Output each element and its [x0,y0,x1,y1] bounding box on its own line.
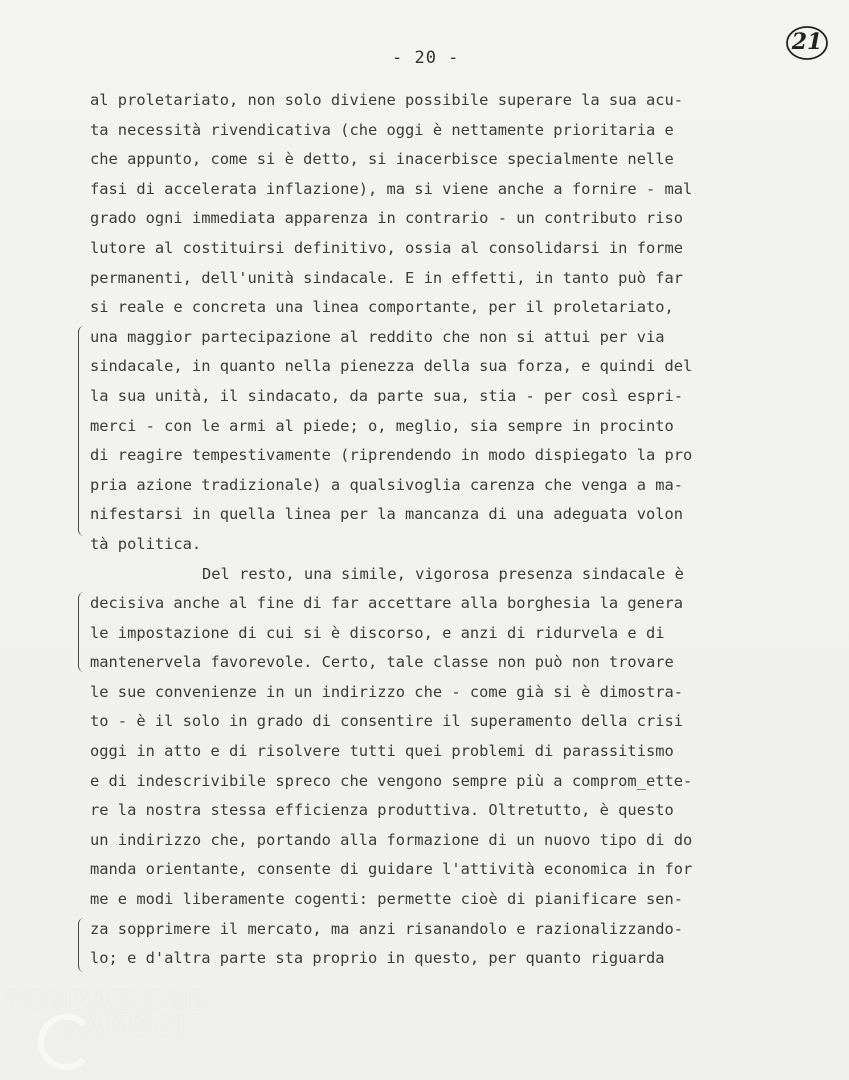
text-line: fasi di accelerata inflazione), ma si viene anche a fornire - mal [90,179,693,198]
text-line: oggi in atto e di risolvere tutti quei problemi di parassitismo [90,742,674,761]
margin-mark-1 [78,326,85,536]
text-line: di reagire tempestivamente (riprendendo in modo dispiegato la pro [90,446,693,465]
paragraph-1 [90,86,750,560]
text-line: che appunto, come si è detto, si inacerbisce specialmente nelle [90,150,674,169]
text-line: merci - con le armi al piede; o, meglio, sia sempre in procinto [90,416,674,435]
text-line: nifestarsi in quella linea per la mancanza di una adeguata volon [90,505,684,524]
watermark-g-icon [38,1014,94,1070]
text-line: al proletariato, non solo diviene possibile superare la sua acu- [90,91,684,109]
paragraph-2 [90,560,750,974]
text-line: un indirizzo che, portando alla formazione di un nuovo tipo di do [90,830,693,849]
text-line: tà politica. [90,534,202,553]
body-text [90,86,750,974]
watermark-line-2: RAMSCI [62,1012,188,1042]
margin-mark-3 [78,918,85,972]
folio-number [784,24,830,62]
page-number: - 20 - [392,48,460,68]
text-line: si reale e concreta una linea comportante, per il proletariato, [90,298,674,317]
text-line: e di indescrivibile spreco che vengono sempre più a comprom̲ette- [90,771,693,790]
text-line: le sue convenienze in un indirizzo che - come già si è dimostra- [90,682,684,701]
watermark-logo [4,986,207,1042]
text-line: una maggior partecipazione al reddito che non si attui per via [90,327,665,346]
text-line: permanenti, dell'unità sindacale. E in effetti, in tanto può far [90,268,684,287]
text-line: pria azione tradizionale) a qualsivoglia carenza che venga a ma- [90,475,684,494]
watermark-line-1: FONDAZIONE [4,986,208,1016]
text-line: sindacale, in quanto nella pienezza della sua forza, e quindi del [90,357,693,376]
text-line: la sua unità, il sindacato, da parte sua, stia - per così espri- [90,386,684,405]
folio-text: 21 [791,29,823,55]
text-line: le impostazione di cui si è discorso, e anzi di ridurvela e di [90,623,665,642]
text-line: Del resto, una simile, vigorosa presenza sindacale è [202,564,684,583]
text-line: manda orientante, consente di guidare l'attività economica in for [90,860,693,879]
text-line: lutore al costituirsi definitivo, ossia al consolidarsi in forme [90,238,684,257]
text-line: re la nostra stessa efficienza produttiva. Oltretutto, è questo [90,801,674,820]
text-line: mantenervela favorevole. Certo, tale classe non può non trovare [90,653,674,672]
text-line: decisiva anche al fine di far accettare alla borghesia la genera [90,594,684,613]
text-line: me e modi liberamente cogenti: permette cioè di pianificare sen- [90,890,684,909]
text-line: to - è il solo in grado di consentire il superamento della crisi [90,712,684,731]
text-line: za sopprimere il mercato, ma anzi risanandolo e razionalizzando- [90,919,684,938]
text-line: ta necessità rivendicativa (che oggi è nettamente prioritaria e [90,120,674,139]
text-line: grado ogni immediata apparenza in contrario - un contributo riso [90,209,684,228]
margin-mark-2 [78,592,85,672]
text-line: lo; e d'altra parte sta proprio in questo, per quanto riguarda [90,949,665,968]
